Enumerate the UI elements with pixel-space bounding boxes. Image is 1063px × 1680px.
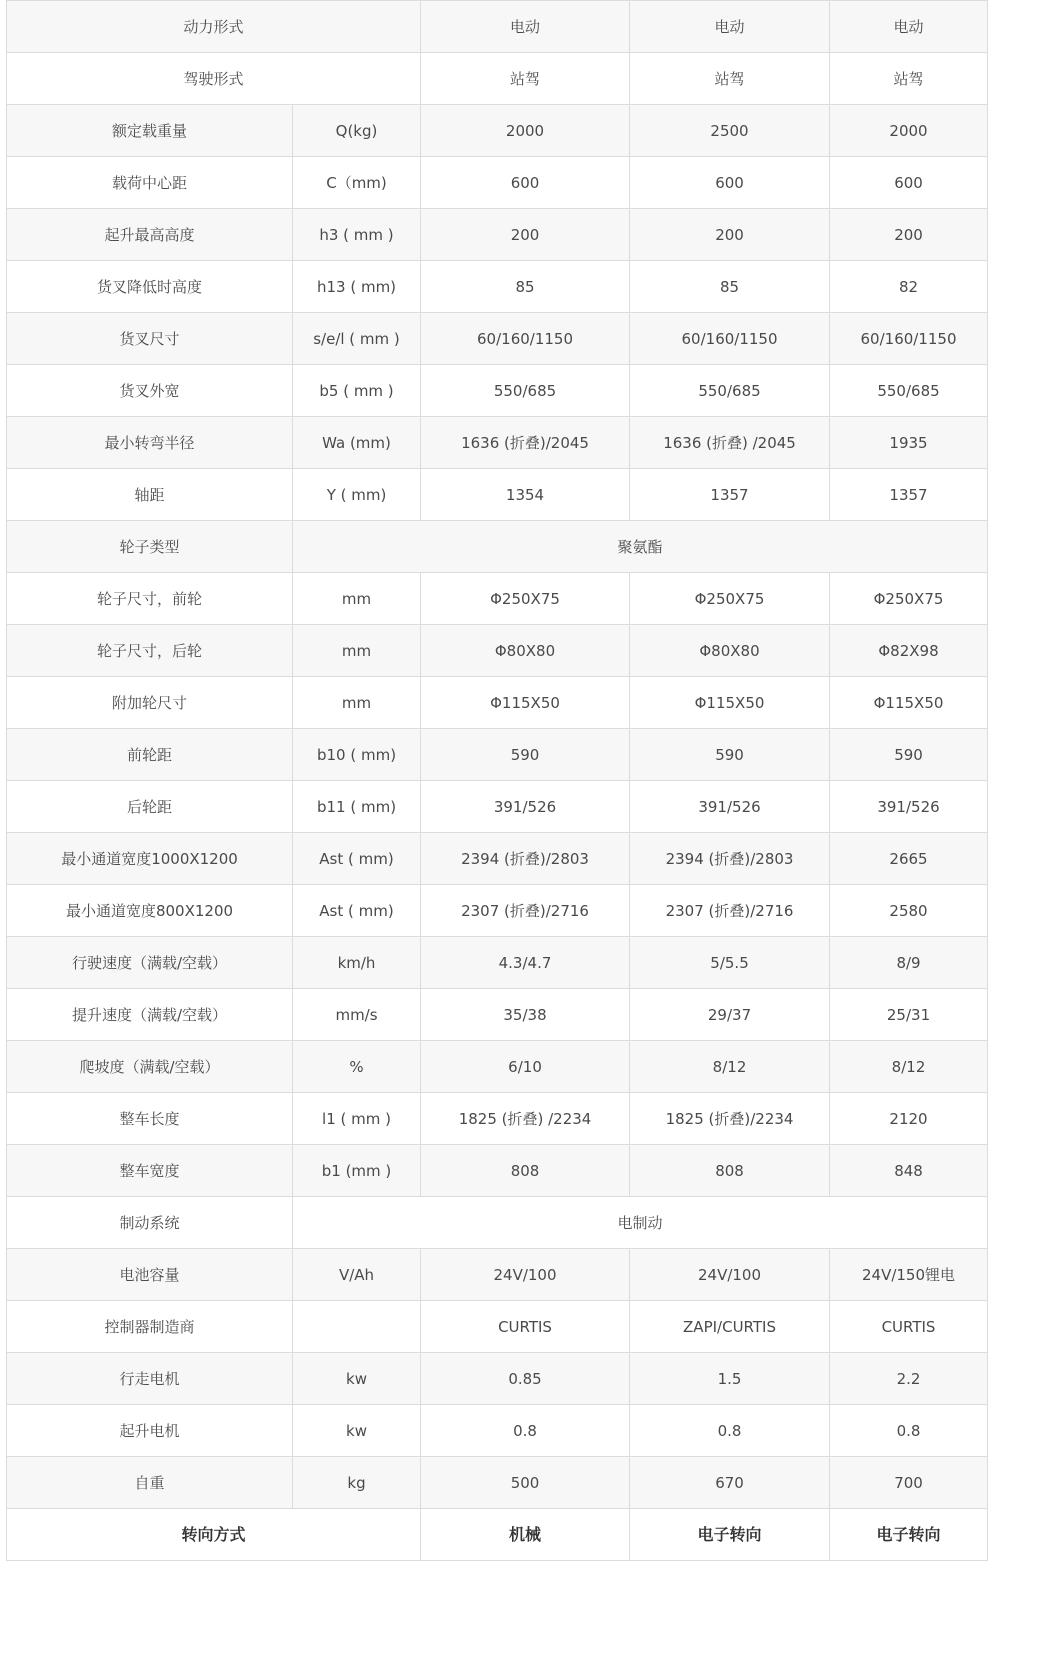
spec-value: 4.3/4.7: [421, 937, 630, 989]
spec-table-body: [7, 1, 988, 1561]
spec-value: 1825 (折叠)/2234: [630, 1093, 830, 1145]
spec-value: 1935: [830, 417, 988, 469]
spec-value: 2665: [830, 833, 988, 885]
spec-value: 60/160/1150: [830, 313, 988, 365]
spec-value: 2394 (折叠)/2803: [630, 833, 830, 885]
spec-value: 站驾: [630, 53, 830, 105]
spec-value: 24V/150锂电: [830, 1249, 988, 1301]
spec-label: 轴距: [7, 469, 293, 521]
spec-row: [7, 677, 988, 729]
spec-value: 电动: [421, 1, 630, 53]
spec-value: 0.8: [630, 1405, 830, 1457]
spec-label: 整车宽度: [7, 1145, 293, 1197]
spec-unit: mm: [293, 677, 421, 729]
spec-value: Φ80X80: [421, 625, 630, 677]
spec-value: 8/12: [630, 1041, 830, 1093]
spec-row: [7, 1197, 988, 1249]
spec-row: [7, 989, 988, 1041]
spec-value: Φ250X75: [421, 573, 630, 625]
spec-label: 自重: [7, 1457, 293, 1509]
spec-value: 590: [630, 729, 830, 781]
spec-label: 提升速度（满载/空载）: [7, 989, 293, 1041]
spec-row: [7, 105, 988, 157]
spec-value: 600: [830, 157, 988, 209]
spec-unit: Q(kg): [293, 105, 421, 157]
spec-value: Φ80X80: [630, 625, 830, 677]
spec-value: 25/31: [830, 989, 988, 1041]
spec-value: Φ115X50: [421, 677, 630, 729]
spec-row: [7, 781, 988, 833]
spec-value: 5/5.5: [630, 937, 830, 989]
spec-value: 85: [630, 261, 830, 313]
spec-value: 1354: [421, 469, 630, 521]
spec-value: 1636 (折叠)/2045: [421, 417, 630, 469]
spec-unit: Ast ( mm): [293, 885, 421, 937]
spec-value: 590: [830, 729, 988, 781]
spec-value: 550/685: [421, 365, 630, 417]
spec-value: 848: [830, 1145, 988, 1197]
spec-label: 起升最高高度: [7, 209, 293, 261]
spec-label: 转向方式: [7, 1509, 421, 1561]
spec-value: 1636 (折叠) /2045: [630, 417, 830, 469]
spec-value: 24V/100: [421, 1249, 630, 1301]
spec-value: 2394 (折叠)/2803: [421, 833, 630, 885]
spec-unit: mm: [293, 573, 421, 625]
spec-value: 500: [421, 1457, 630, 1509]
spec-unit: b10 ( mm): [293, 729, 421, 781]
spec-unit: b5 ( mm ): [293, 365, 421, 417]
spec-value: Φ250X75: [630, 573, 830, 625]
spec-value: ZAPI/CURTIS: [630, 1301, 830, 1353]
spec-value: 29/37: [630, 989, 830, 1041]
spec-row: [7, 833, 988, 885]
spec-row: [7, 729, 988, 781]
spec-label: 载荷中心距: [7, 157, 293, 209]
spec-label: 行走电机: [7, 1353, 293, 1405]
spec-value: 2500: [630, 105, 830, 157]
spec-value: 机械: [421, 1509, 630, 1561]
spec-label: 轮子类型: [7, 521, 293, 573]
spec-value: 35/38: [421, 989, 630, 1041]
spec-unit: mm/s: [293, 989, 421, 1041]
spec-label: 轮子尺寸，前轮: [7, 573, 293, 625]
spec-value: 8/12: [830, 1041, 988, 1093]
spec-value-merged: 电制动: [293, 1197, 988, 1249]
spec-value: 1.5: [630, 1353, 830, 1405]
spec-unit: Y ( mm): [293, 469, 421, 521]
spec-value: 391/526: [421, 781, 630, 833]
spec-value: 8/9: [830, 937, 988, 989]
spec-value: 2000: [830, 105, 988, 157]
spec-value: 电动: [630, 1, 830, 53]
spec-value: 0.8: [421, 1405, 630, 1457]
spec-unit: mm: [293, 625, 421, 677]
spec-value: 200: [630, 209, 830, 261]
spec-row: [7, 261, 988, 313]
spec-value: 808: [630, 1145, 830, 1197]
spec-value: 1357: [830, 469, 988, 521]
spec-unit: V/Ah: [293, 1249, 421, 1301]
spec-row: [7, 1, 988, 53]
spec-unit: kg: [293, 1457, 421, 1509]
spec-row: [7, 573, 988, 625]
spec-value: 2307 (折叠)/2716: [421, 885, 630, 937]
spec-row: [7, 937, 988, 989]
spec-value: 550/685: [630, 365, 830, 417]
spec-row: [7, 1041, 988, 1093]
spec-label: 爬坡度（满载/空载）: [7, 1041, 293, 1093]
spec-row: [7, 1509, 988, 1561]
spec-unit: s/e/l ( mm ): [293, 313, 421, 365]
spec-label: 最小通道宽度1000X1200: [7, 833, 293, 885]
spec-value: 0.85: [421, 1353, 630, 1405]
spec-value: 808: [421, 1145, 630, 1197]
spec-value: 600: [630, 157, 830, 209]
spec-label: 行驶速度（满载/空载）: [7, 937, 293, 989]
spec-value: 电动: [830, 1, 988, 53]
spec-value: 200: [421, 209, 630, 261]
spec-value: 2000: [421, 105, 630, 157]
spec-label: 后轮距: [7, 781, 293, 833]
spec-label: 制动系统: [7, 1197, 293, 1249]
spec-value: 2120: [830, 1093, 988, 1145]
spec-label: 整车长度: [7, 1093, 293, 1145]
spec-label: 电池容量: [7, 1249, 293, 1301]
spec-row: [7, 521, 988, 573]
spec-label: 货叉外宽: [7, 365, 293, 417]
spec-row: [7, 1353, 988, 1405]
spec-value: 85: [421, 261, 630, 313]
spec-value: Φ82X98: [830, 625, 988, 677]
spec-row: [7, 209, 988, 261]
spec-unit: h3 ( mm ): [293, 209, 421, 261]
spec-unit: h13 ( mm): [293, 261, 421, 313]
spec-label: 额定载重量: [7, 105, 293, 157]
spec-row: [7, 53, 988, 105]
spec-row: [7, 1301, 988, 1353]
spec-value: 60/160/1150: [421, 313, 630, 365]
spec-row: [7, 469, 988, 521]
spec-row: [7, 1093, 988, 1145]
spec-unit: Wa (mm): [293, 417, 421, 469]
spec-label: 货叉尺寸: [7, 313, 293, 365]
spec-label: 最小通道宽度800X1200: [7, 885, 293, 937]
spec-row: [7, 625, 988, 677]
spec-label: 最小转弯半径: [7, 417, 293, 469]
spec-label: 轮子尺寸，后轮: [7, 625, 293, 677]
spec-unit: km/h: [293, 937, 421, 989]
spec-unit: Ast ( mm): [293, 833, 421, 885]
spec-value: Φ250X75: [830, 573, 988, 625]
spec-label: 附加轮尺寸: [7, 677, 293, 729]
spec-value: 590: [421, 729, 630, 781]
spec-value: 电子转向: [830, 1509, 988, 1561]
spec-value: 24V/100: [630, 1249, 830, 1301]
spec-value: 1357: [630, 469, 830, 521]
spec-unit: kw: [293, 1405, 421, 1457]
spec-unit: l1 ( mm ): [293, 1093, 421, 1145]
spec-value-merged: 聚氨酯: [293, 521, 988, 573]
spec-value: 60/160/1150: [630, 313, 830, 365]
spec-table: [6, 0, 988, 1561]
spec-row: [7, 365, 988, 417]
spec-row: [7, 1457, 988, 1509]
spec-value: 670: [630, 1457, 830, 1509]
spec-row: [7, 417, 988, 469]
spec-value: 0.8: [830, 1405, 988, 1457]
spec-row: [7, 1145, 988, 1197]
spec-value: Φ115X50: [630, 677, 830, 729]
spec-value: 200: [830, 209, 988, 261]
spec-value: 550/685: [830, 365, 988, 417]
spec-unit: %: [293, 1041, 421, 1093]
spec-value: 电子转向: [630, 1509, 830, 1561]
spec-label: 前轮距: [7, 729, 293, 781]
spec-row: [7, 313, 988, 365]
spec-row: [7, 1249, 988, 1301]
spec-row: [7, 157, 988, 209]
spec-row: [7, 1405, 988, 1457]
spec-value: 82: [830, 261, 988, 313]
spec-label: 动力形式: [7, 1, 421, 53]
spec-value: 2307 (折叠)/2716: [630, 885, 830, 937]
spec-value: 站驾: [421, 53, 630, 105]
spec-unit: b1 (mm ): [293, 1145, 421, 1197]
spec-label: 货叉降低时高度: [7, 261, 293, 313]
spec-unit: kw: [293, 1353, 421, 1405]
spec-value: 391/526: [630, 781, 830, 833]
spec-label: 起升电机: [7, 1405, 293, 1457]
spec-value: 1825 (折叠) /2234: [421, 1093, 630, 1145]
spec-row: [7, 885, 988, 937]
spec-value: 2580: [830, 885, 988, 937]
spec-label: 控制器制造商: [7, 1301, 293, 1353]
spec-value: 2.2: [830, 1353, 988, 1405]
spec-value: 391/526: [830, 781, 988, 833]
spec-value: CURTIS: [421, 1301, 630, 1353]
spec-value: 站驾: [830, 53, 988, 105]
spec-value: CURTIS: [830, 1301, 988, 1353]
spec-label: 驾驶形式: [7, 53, 421, 105]
spec-value: 600: [421, 157, 630, 209]
spec-unit: b11 ( mm): [293, 781, 421, 833]
spec-value: Φ115X50: [830, 677, 988, 729]
spec-value: 6/10: [421, 1041, 630, 1093]
spec-unit: C（mm): [293, 157, 421, 209]
spec-value: 700: [830, 1457, 988, 1509]
spec-unit: [293, 1301, 421, 1353]
